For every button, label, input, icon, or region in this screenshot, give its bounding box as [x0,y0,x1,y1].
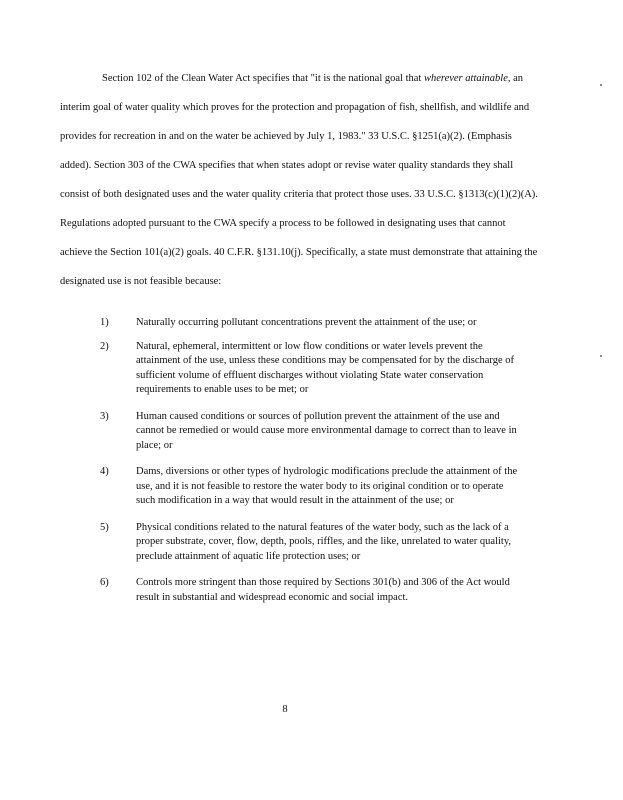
list-item [100,340,520,398]
list-item-number: 3) [100,410,109,422]
list-item-number: 2) [100,340,109,352]
intro-text-part3: , an interim goal of water quality which proves for the protection and propagation of fish, shellfish, and wildlife and provides for recreation in and on the water be achieved by July 1, 1983." 33 U.S.C. §1251(a)(2). (Emphasis added). Section 303 of the CWA specifies that when states adopt or revise water quality standards they shall consist of both designated uses and the water quality criteria that protect those uses. 33 U.S.C. §1313(c)(1)(2)(A). Regulations adopted pursuant to the CWA specify a process to be followed in designating uses that cannot achieve the Section 101(a)(2) goals. 40 C.F.R. §131.10(j). Specifically, a state must demonstrate that attaining the designated use is not feasible because: [60,73,538,287]
list-item [100,576,520,605]
scan-speck [600,355,602,357]
scan-speck [600,84,602,86]
list-item-text: Naturally occurring pollutant concentrations prevent the attainment of the use; or [136,317,477,328]
page-number: 8 [282,704,288,715]
list-item-text: Controls more stringent than those required by Sections 301(b) and 306 of the Act would result in substantial and widespread economic and social impact. [136,577,510,603]
list-item-number: 1) [100,317,109,328]
list-item-text: Natural, ephemeral, intermittent or low flow conditions or water levels prevent the attainment of the use, unless these conditions may be compensated for by the discharge of sufficient volume of effluent discharges without violating State water conservation requirements to enable uses to be met; or [136,340,514,395]
list-item-text: Dams, diversions or other types of hydrologic modifications preclude the attainment of the use, and it is not feasible to restore the water body to its original condition or to operate such modification in a way that would result in the attainment of the use; or [136,466,518,506]
conditions-list [100,316,520,605]
intro-text-part1: Section 102 of the Clean Water Act specifies that "it is the national goal that [102,73,424,84]
list-item [100,316,520,331]
list-item-number: 4) [100,466,109,477]
list-item-text: Human caused conditions or sources of pollution prevent the attainment of the use and cannot be remedied or would cause more environmental damage to correct than to leave in place; or [136,410,517,451]
list-item [100,521,520,565]
list-item-text: Physical conditions related to the natural features of the water body, such as the lack of a proper substrate, cover, flow, depth, pools, riffles, and the like, unrelated to water quality, preclude attainment of aquatic life protection uses; or [136,521,512,562]
list-item [100,465,520,509]
intro-emphasis: wherever attainable [423,73,508,84]
list-item-number: 6) [100,577,109,588]
list-item [100,410,520,454]
list-item-number: 5) [100,521,109,533]
intro-paragraph [60,64,540,296]
